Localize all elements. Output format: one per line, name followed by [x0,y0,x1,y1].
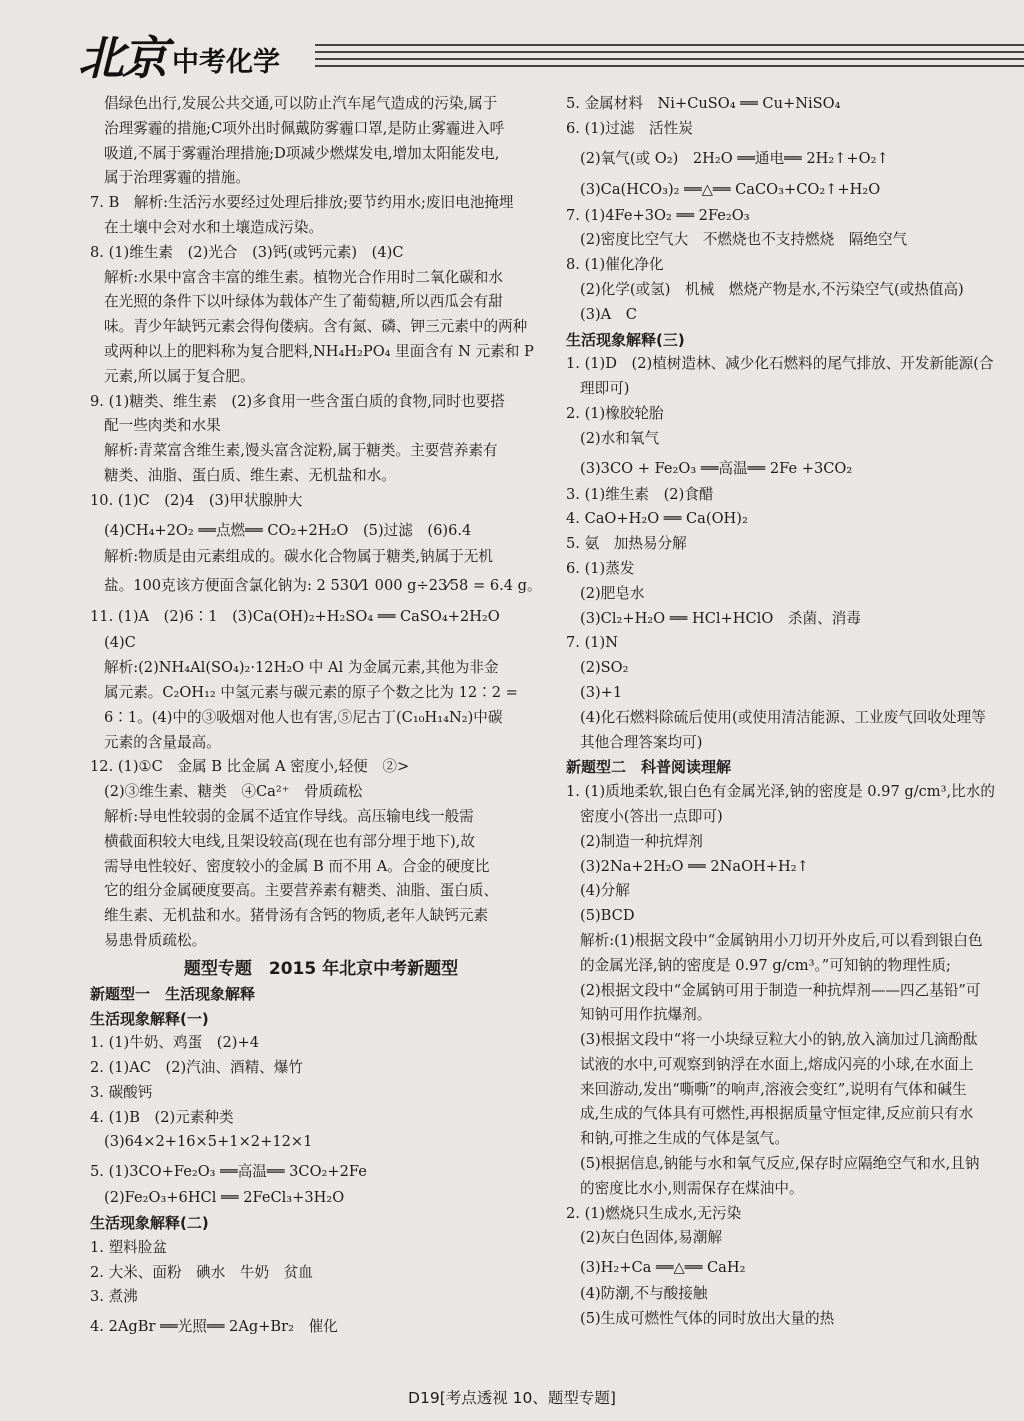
text-line: 生活现象解释(三) [566,330,685,349]
text-line: (2)化学(或氢) 机械 燃烧产物是水,不污染空气(或热值高) [580,280,964,298]
text-line: (4)防潮,不与酸接触 [580,1285,708,1303]
text-line: 3. (1)维生素 (2)食醋 [566,485,714,503]
page-footer: D19[考点透视 10、题型专题] [408,1389,616,1407]
text-line: 吸道,不属于雾霾治理措施;D项减少燃煤发电,增加太阳能发电, [104,144,500,162]
text-line: (5)根据信息,钠能与水和氧气反应,保存时应隔绝空气和水,且钠 [580,1155,980,1173]
text-line: 或两种以上的肥料称为复合肥料,NH₄H₂PO₄ 里面含有 N 元素和 P [104,342,534,360]
text-line: 元素的含量最高。 [104,733,221,751]
text-line: 糖类、油脂、蛋白质、维生素、无机盐和水。 [104,466,396,484]
text-line: 易患骨质疏松。 [104,931,207,949]
text-line: (4)化石燃料除硫后使用(或使用清洁能源、工业废气回收处理等 [580,708,986,726]
text-line: (3)2Na+2H₂O ══ 2NaOH+H₂↑ [580,857,809,875]
text-line: 解析:(1)根据文段中“金属钠用小刀切开外皮后,可以看到银白色 [580,931,983,949]
right-column [566,92,1024,1332]
text-line: 新题型一 生活现象解释 [90,984,256,1003]
text-line: 治理雾霾的措施;C项外出时佩戴防雾霾口罩,是防止雾霾进入呼 [104,119,505,137]
text-line: 1. (1)D (2)植树造林、减少化石燃料的尾气排放、开发新能源(合 [566,355,994,373]
text-line: 12. (1)①C 金属 B 比金属 A 密度小,轻便 ②> [90,758,410,776]
text-line: 7. B 解析:生活污水要经过处理后排放;要节约用水;废旧电池掩埋 [90,194,514,212]
text-line: 需导电性较好、密度较小的金属 B 而不用 A。合金的硬度比 [104,857,490,875]
text-line: 属元素。C₂OH₁₂ 中氢元素与碳元素的原子个数之比为 12∶2 = [104,683,518,701]
text-line: 解析:物质是由元素组成的。碳水化合物属于糖类,钠属于无机 [104,547,493,565]
text-line: 横截面积较大电线,且架设较高(现在也有部分埋于地下),故 [104,832,475,850]
text-line: 5. 氨 加热易分解 [566,535,687,553]
text-line: (2)根据文段中“金属钠可用于制造一种抗焊剂——四乙基铅”可 [580,981,981,999]
text-line: 它的组分金属硬度要高。主要营养素有糖类、油脂、蛋白质、 [104,882,499,900]
text-line: (4)分解 [580,882,630,900]
text-line: 5. 金属材料 Ni+CuSO₄ ══ Cu+NiSO₄ [566,95,841,112]
text-line: 3. 煮沸 [90,1288,138,1306]
text-line: (4)C [104,634,136,652]
text-line: 元素,所以属于复合肥。 [104,367,255,385]
text-line: 解析:导电性较弱的金属不适宜作导线。高压输电线一般需 [104,807,474,825]
book-title: 中考化学 [172,47,280,78]
text-line: 维生素、无机盐和水。猪骨汤有含钙的物质,老年人缺钙元素 [104,907,489,925]
text-line: 在光照的条件下以叶绿体为载体产生了葡萄糖,所以西瓜会有甜 [104,293,503,311]
text-line: 1. (1)牛奶、鸡蛋 (2)+4 [90,1034,259,1052]
text-line: 2. (1)AC (2)汽油、酒精、爆竹 [90,1059,303,1077]
text-line: 生活现象解释(二) [90,1214,209,1233]
text-line: 题型专题 2015 年北京中考新题型 [183,958,459,979]
text-line: (3)H₂+Ca ══△══ CaH₂ [580,1259,746,1277]
text-line: 7. (1)N [566,634,619,652]
text-line: (5)BCD [580,907,635,925]
text-line: (3)+1 [580,683,623,701]
text-line: 解析:水果中富含丰富的维生素。植物光合作用时二氧化碳和水 [104,268,503,286]
text-line: 6. (1)蒸发 [566,559,635,577]
text-line: 6∶1。(4)中的③吸烟对他人也有害,⑤尼古丁(C₁₀H₁₄N₂)中碳 [104,708,503,726]
text-line: 味。青少年缺钙元素会得佝偻病。含有氮、磷、钾三元素中的两种 [104,318,528,336]
text-line: (3)根据文段中“将一小块绿豆粒大小的钠,放入滴加过几滴酚酞 [580,1031,978,1049]
text-line: 8. (1)催化净化 [566,256,664,274]
text-line: 配一些肉类和水果 [104,417,221,435]
text-line: 3. 碳酸钙 [90,1083,153,1101]
text-line: (2)水和氧气 [580,429,660,447]
text-line: 属于治理雾霾的措施。 [104,169,250,187]
text-line: 10. (1)C (2)4 (3)甲状腺肿大 [90,491,303,509]
text-line: 试液的水中,可观察到钠浮在水面上,熔成闪亮的小球,在水面上 [580,1055,974,1073]
text-line: (5)生成可燃性气体的同时放出大量的热 [580,1310,835,1328]
text-line: 1. (1)质地柔软,银白色有金属光泽,钠的密度是 0.97 g/cm³,比水的 [566,783,995,801]
left-column [90,92,552,1341]
text-line: 4. CaO+H₂O ══ Ca(OH)₂ [566,510,748,528]
text-line: 盐。100克该方便面含氯化钠为: 2 530⁄1 000 g÷23⁄58 = 6.4 g。 [104,577,542,595]
text-line: 8. (1)维生素 (2)光合 (3)钙(或钙元素) (4)C [90,243,404,261]
text-line: 理即可) [580,380,630,398]
text-line: (3)3CO + Fe₂O₃ ══高温══ 2Fe +3CO₂ [580,459,853,477]
text-line: 2. 大米、面粉 碘水 牛奶 贫血 [90,1263,313,1281]
text-line: (3)64×2+16×5+1×2+12×1 [104,1133,313,1151]
text-line: (2)肥皂水 [580,584,645,602]
text-line: 生活现象解释(一) [90,1009,209,1028]
text-line: 6. (1)过滤 活性炭 [566,119,693,137]
text-line: 新题型二 科普阅读理解 [566,758,732,777]
text-line: 2. (1)橡胶轮胎 [566,404,664,422]
text-line: 在土壤中会对水和土壤造成污染。 [104,218,323,236]
header-rules [315,44,1024,72]
text-line: 其他合理答案均可) [580,733,703,751]
text-line: (3)A C [580,305,637,323]
page-header [0,0,1024,92]
text-line: 解析:(2)NH₄Al(SO₄)₂·12H₂O 中 Al 为金属元素,其他为非金 [104,659,499,677]
text-line: 5. (1)3CO+Fe₂O₃ ══高温══ 3CO₂+2Fe [90,1163,367,1181]
text-line: (2)SO₂ [580,659,629,677]
text-line: (2)氧气(或 O₂) 2H₂O ══通电══ 2H₂↑+O₂↑ [580,149,889,167]
text-line: (2)灰白色固体,易潮解 [580,1229,723,1247]
text-line: 倡绿色出行,发展公共交通,可以防止汽车尾气造成的污染,属于 [104,95,498,112]
text-line: (2)③维生素、糖类 ④Ca²⁺ 骨质疏松 [104,783,363,801]
text-line: 7. (1)4Fe+3O₂ ══ 2Fe₂O₃ [566,206,750,224]
text-line: 4. 2AgBr ══光照══ 2Ag+Br₂ 催化 [90,1318,338,1336]
text-line: 来回游动,发出“嘶嘶”的响声,溶液会变红”,说明有气体和碱生 [580,1080,967,1098]
text-line: (4)CH₄+2O₂ ══点燃══ CO₂+2H₂O (5)过滤 (6)6.4 [104,521,472,539]
text-line: (2)密度比空气大 不燃烧也不支持燃烧 隔绝空气 [580,231,908,249]
text-line: 4. (1)B (2)元素种类 [90,1108,234,1126]
text-line: (2)Fe₂O₃+6HCl ══ 2FeCl₃+3H₂O [104,1189,345,1207]
text-line: 知钠可用作抗爆剂。 [580,1006,712,1024]
text-line: 密度小(答出一点即可) [580,807,723,825]
text-line: 和钠,可推之生成的气体是氢气。 [580,1130,789,1148]
text-line: (3)Ca(HCO₃)₂ ══△══ CaCO₃+CO₂↑+H₂O [580,180,881,198]
text-line: 的金属光泽,钠的密度是 0.97 g/cm³。”可知钠的物理性质; [580,956,951,974]
text-line: (3)Cl₂+H₂O ══ HCl+HClO 杀菌、消毒 [580,609,861,627]
text-line: 2. (1)燃烧只生成水,无污染 [566,1204,742,1222]
text-line: 11. (1)A (2)6∶1 (3)Ca(OH)₂+H₂SO₄ ══ CaSO₄+2H₂O [90,608,500,626]
text-line: 9. (1)糖类、维生素 (2)多食用一些含蛋白质的食物,同时也要搭 [90,392,505,410]
text-line: 成,生成的气体具有可燃性,再根据质量守恒定律,反应前只有水 [580,1105,974,1123]
logo-beijing: 北京 [78,31,166,85]
text-line: (2)制造一种抗焊剂 [580,832,703,850]
text-line: 1. 塑料脸盆 [90,1238,167,1256]
text-line: 的密度比水小,则需保存在煤油中。 [580,1179,804,1197]
text-line: 解析:青菜富含维生素,馒头富含淀粉,属于糖类。主要营养素有 [104,442,498,460]
